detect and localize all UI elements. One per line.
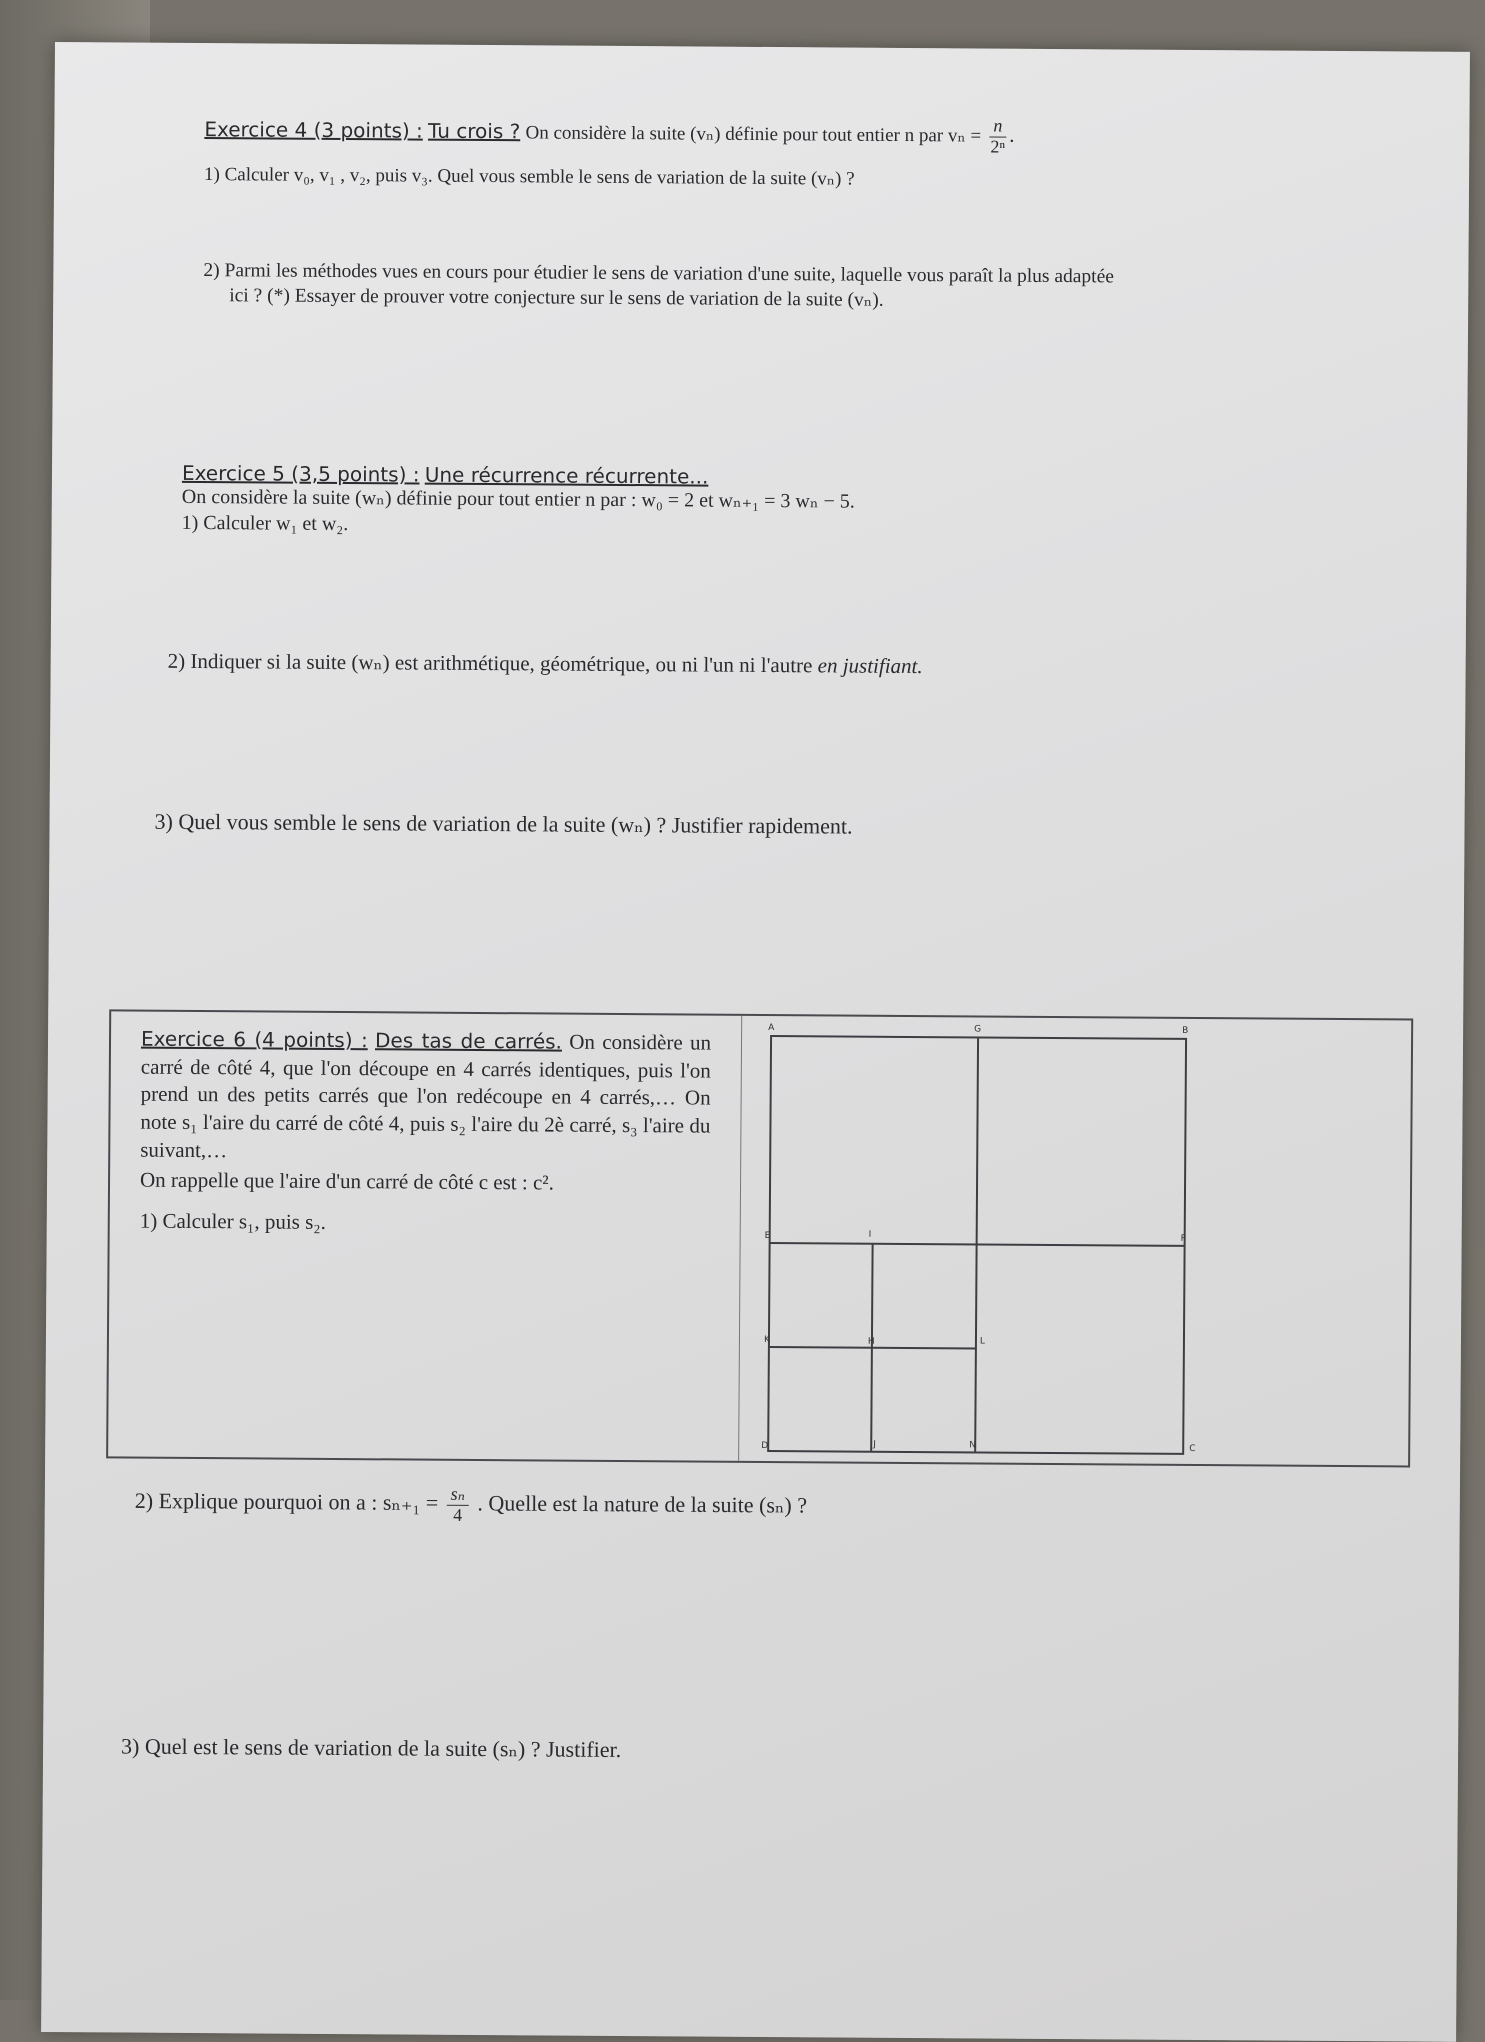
exercise6-question1: 1) Calculer s₁, puis s₂. xyxy=(139,1208,326,1235)
label-N: N xyxy=(969,1440,976,1451)
vn-fraction-denominator: 2ⁿ xyxy=(990,136,1006,157)
exercise6-intro: On considère un carré de côté 4, que l'on découpe en 4 carrés identiques, puis l'on prend un des petits carrés que l'on redécoupe en 4 carrés,… On note s₁ l'aire du carré de côté 4, puis s₂ l'aire du 2è carré, s₃ l'aire du suivant,… xyxy=(140,1029,712,1163)
label-D: D xyxy=(761,1440,769,1452)
label-B: B xyxy=(1182,1025,1189,1036)
exercise4-header: Exercice 4 (3 points) : Tu crois ? On considère la suite (vₙ) définie pour tout entier n par vₙ = $\frac{n}{\text{2ⁿ}}$ . xyxy=(204,115,1015,157)
sn-fraction-numerator: sₙ xyxy=(447,1485,469,1506)
exercise5-intro: On considère la suite (wₙ) définie pour tout entier n par : w₀ = 2 et wₙ₊₁ = 3 wₙ − 5. xyxy=(181,485,855,513)
exercise6-question3: 3) Quel est le sens de variation de la suite (sₙ) ? Justifier. xyxy=(121,1733,622,1762)
exercise5-question2 xyxy=(168,648,923,681)
exercise6-divider xyxy=(738,1016,742,1461)
exercise5-subtitle: Une récurrence récurrente... xyxy=(424,462,709,489)
exercise6-reminder: On rappelle que l'aire d'un carré de côté c est : c². xyxy=(139,1167,554,1195)
vn-fraction xyxy=(989,117,1006,158)
worksheet-page xyxy=(41,42,1470,2042)
label-J: J xyxy=(873,1439,876,1450)
exercise4-intro: On considère la suite (vₙ) définie pour tout entier n par vₙ = xyxy=(525,122,982,147)
sn-fraction-denominator: 4 xyxy=(453,1504,463,1525)
line-KL xyxy=(769,1347,976,1348)
exercise5-question2-text: 2) Indiquer si la suite (wₙ) est arithmétique, géométrique, ou ni l'un ni l'autre xyxy=(167,648,813,678)
label-G: G xyxy=(974,1024,982,1035)
label-A: A xyxy=(768,1023,775,1034)
exercise5-question2-italic: en justifiant. xyxy=(817,653,923,679)
exercise4-subtitle: Tu crois ? xyxy=(428,118,521,144)
label-I: I xyxy=(868,1229,872,1240)
sn-fraction xyxy=(446,1485,469,1526)
exercise6-box xyxy=(106,1009,1413,1467)
label-L: L xyxy=(979,1336,986,1347)
label-E: E xyxy=(764,1230,771,1242)
exercise6-question2-start: 2) Explique pourquoi on a : sₙ₊₁ = xyxy=(134,1487,439,1516)
vn-fraction-numerator: n xyxy=(989,117,1006,138)
label-C: C xyxy=(1189,1443,1196,1454)
exercise4-title: Exercice 4 (3 points) : xyxy=(204,117,423,143)
exercise5-question1: 1) Calculer w₁ et w₂. xyxy=(181,511,349,536)
nested-squares-figure xyxy=(743,1016,1411,1466)
exercise5-question3: 3) Quel vous semble le sens de variation de la suite (wₙ) ? Justifier rapidement. xyxy=(154,808,853,839)
exercise6-question2 xyxy=(135,1483,808,1528)
exercise4-question1: 1) Calculer v₀, v₁ , v₂, puis v₃. Quel vous semble le sens de variation de la suite (vₙ) ? xyxy=(204,164,855,190)
label-H: H xyxy=(867,1336,875,1347)
exercise5-title: Exercice 5 (3,5 points) : xyxy=(181,460,420,487)
label-K: K xyxy=(763,1334,770,1346)
label-F: F xyxy=(1180,1233,1186,1244)
exercise6-title: Exercice 6 (4 points) : xyxy=(140,1026,368,1053)
exercise6-question2-end: . Quelle est la nature de la suite (sₙ) ? xyxy=(477,1490,808,1518)
exercise6-text xyxy=(140,1026,711,1240)
exercise6-subtitle: Des tas de carrés. xyxy=(374,1028,563,1054)
exercise4-question2-line1: 2) Parmi les méthodes vues en cours pour étudier le sens de variation d'une suite, laquelle vous paraît la plus adaptée xyxy=(203,260,1115,288)
exercise4-question2-line2: ici ? (*) Essayer de prouver votre conjecture sur le sens de variation de la suite (vₙ). xyxy=(229,285,884,311)
